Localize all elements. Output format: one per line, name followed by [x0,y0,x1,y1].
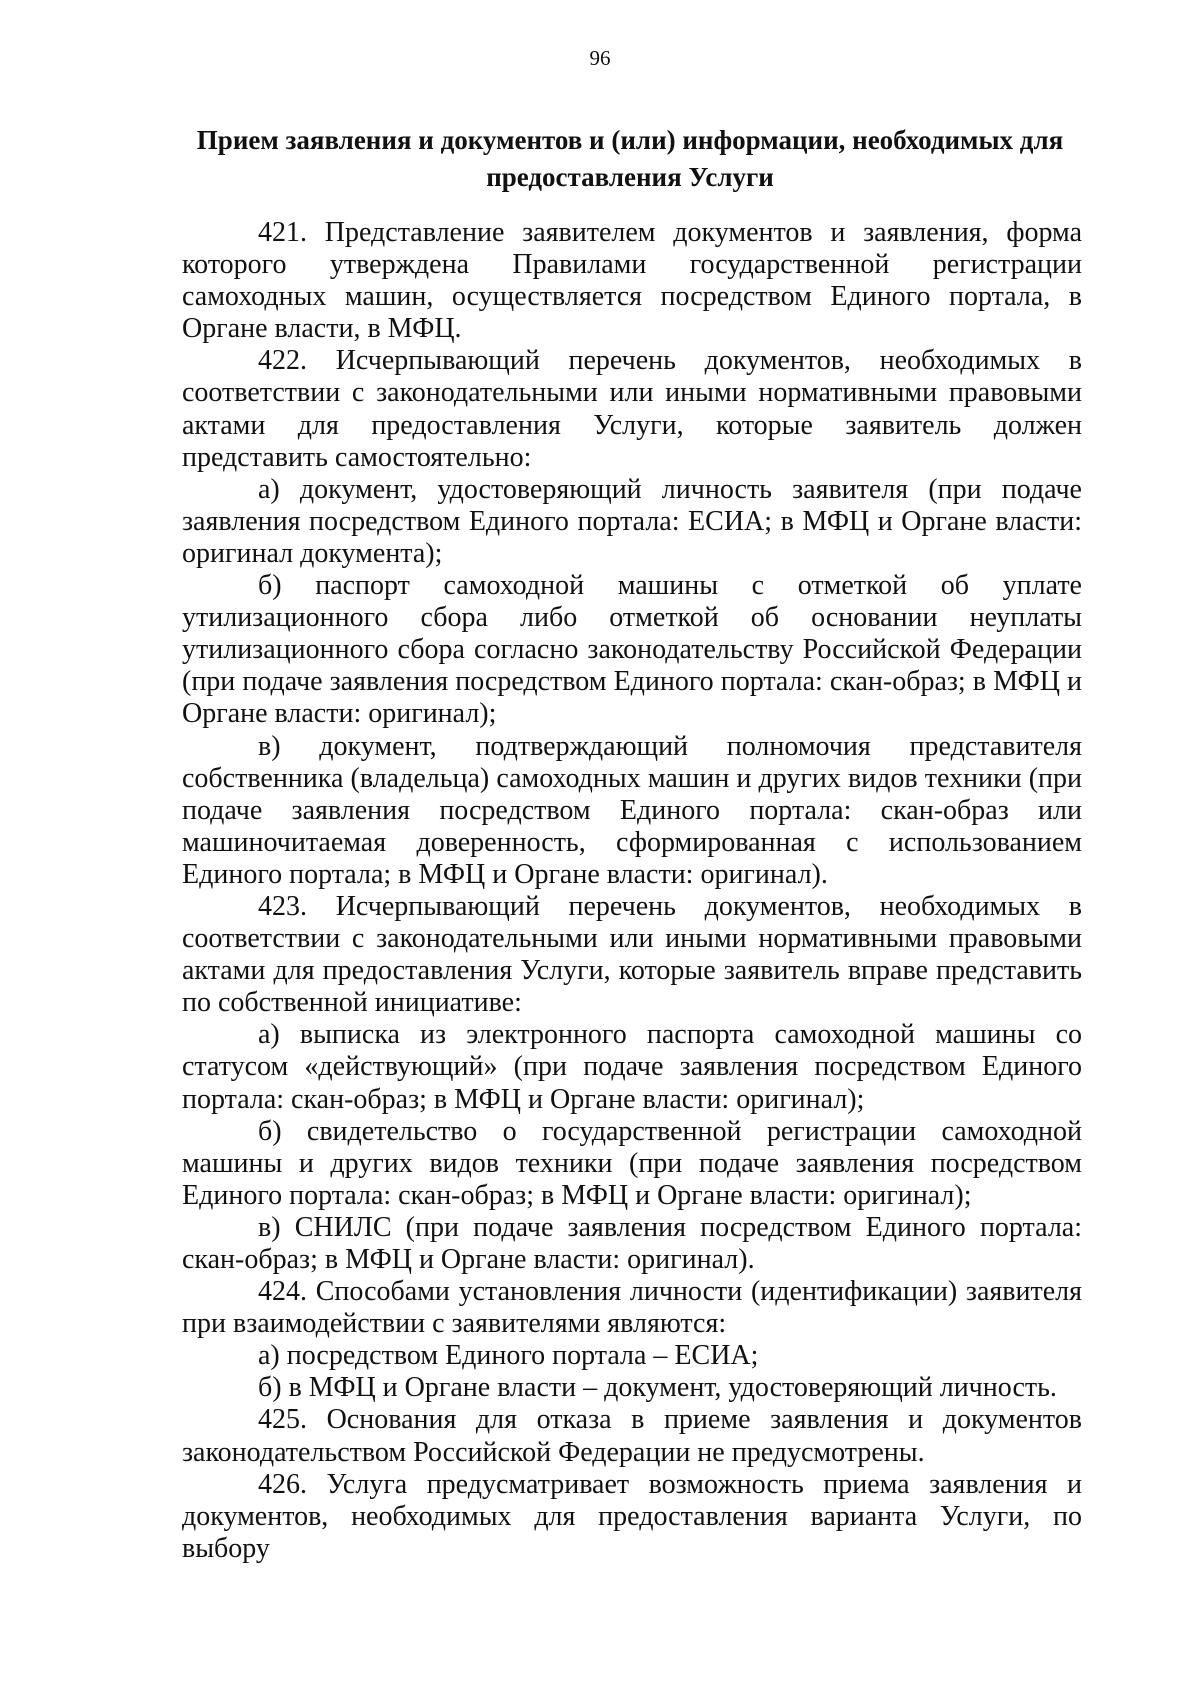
paragraph-422: 422. Исчерпывающий перечень документов, необходимых в соответствии с законодательными или иными нормативными правовыми актами для предоставления Услуги, которые заявитель должен представить самостоятельно: [182,345,1082,473]
paragraph-421: 421. Представление заявителем документов и заявления, форма которого утверждена Правилами государственной регистрации самоходных машин, осуществляется посредством Единого портала, в Органе власти, в МФЦ. [182,217,1082,345]
paragraph-424-b: б) в МФЦ и Органе власти – документ, удостоверяющий личность. [258,1372,1057,1404]
page-number: 96 [589,46,611,70]
paragraph-424: 424. Способами установления личности (идентификации) заявителя при взаимодействии с заявителями являются: [182,1276,1082,1340]
paragraph-423-b: б) свидетельство о государственной регистрации самоходной машины и других видов техники (при подаче заявления посредством Единого портала: скан-образ; в МФЦ и Органе власти: оригинал); [182,1115,1082,1211]
paragraph-423-v: в) СНИЛС (при подаче заявления посредством Единого портала: скан-образ; в МФЦ и Органе власти: оригинал). [182,1211,1082,1275]
paragraph-422-b: б) паспорт самоходной машины с отметкой об уплате утилизационного сбора либо отметкой об основании неуплаты утилизационного сбора согласно законодательству Российской Федерации (при подаче заявления посредством Единого портала: скан-образ; в МФЦ и Органе власти: оригинал); [182,570,1082,730]
paragraph-424-a: а) посредством Единого портала – ЕСИА; [258,1340,759,1372]
paragraph-422-a: а) документ, удостоверяющий личность заявителя (при подаче заявления посредством Единого портала: ЕСИА; в МФЦ и Органе власти: оригинал документа); [182,473,1082,569]
paragraph-422-v: в) документ, подтверждающий полномочия представителя собственника (владельца) самоходных машин и других видов техники (при подаче заявления посредством Единого портала: скан-образ или машиночитаемая доверенность, сформированная с использованием Единого портала; в МФЦ и Органе власти: оригинал). [182,730,1082,890]
document-body [182,217,1082,1565]
paragraph-423-a: а) выписка из электронного паспорта самоходной машины со статусом «действующий» (при подаче заявления посредством Единого портала: скан-образ; в МФЦ и Органе власти: оригинал); [182,1019,1082,1115]
section-title-line-2: предоставления Услуги [486,162,774,192]
section-title [180,122,1080,196]
paragraph-423: 423. Исчерпывающий перечень документов, необходимых в соответствии с законодательными или иными нормативными правовыми актами для предоставления Услуги, которые заявитель вправе представить по собственной инициативе: [182,890,1082,1019]
section-title-line-1: Прием заявления и документов и (или) информации, необходимых для [196,125,1064,155]
paragraph-426: 426. Услуга предусматривает возможность приема заявления и документов, необходимых для предоставления варианта Услуги, по выбору [182,1468,1082,1564]
paragraph-425: 425. Основания для отказа в приеме заявления и документов законодательством Российской Федерации не предусмотрены. [182,1404,1082,1468]
